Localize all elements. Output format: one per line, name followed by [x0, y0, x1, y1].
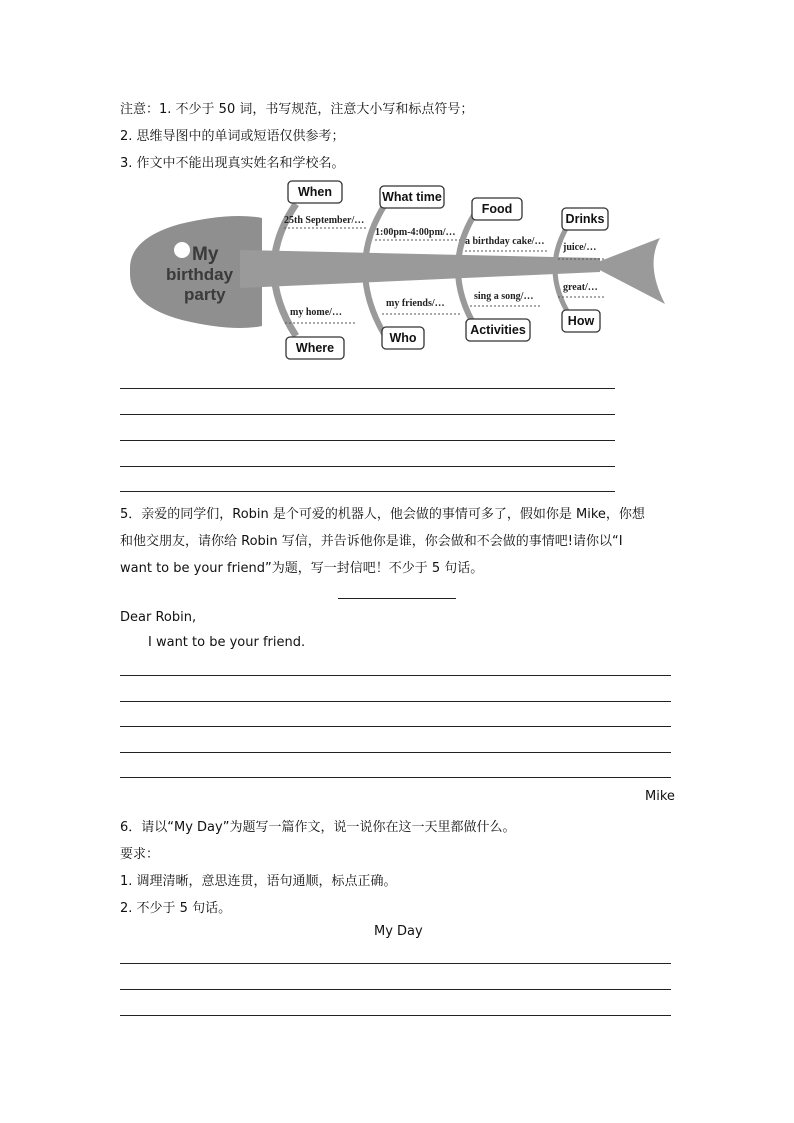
box-when-label: When	[297, 185, 333, 199]
q4-note-1: 注意：1. 不少于 50 词，书写规范，注意大小写和标点符号；	[120, 102, 474, 117]
writing-line	[120, 777, 671, 778]
writing-line	[120, 1015, 671, 1016]
note-food: a birthday cake/…	[465, 236, 545, 247]
note-place: my home/…	[290, 307, 342, 318]
box-what-time-label: What time	[382, 190, 442, 204]
q6-requirement-2: 2. 不少于 5 句话。	[120, 901, 232, 916]
writing-line	[120, 675, 671, 676]
writing-line	[120, 388, 615, 389]
note-time: 1:00pm-4:00pm/…	[375, 227, 456, 238]
q6-essay-title: My Day	[374, 924, 423, 939]
box-activities-label: Activities	[470, 323, 526, 337]
fish-spine	[240, 250, 600, 288]
writing-line	[120, 701, 671, 702]
fish-eye	[174, 242, 190, 258]
fish-tail	[590, 238, 665, 304]
q6-prompt: 6．请以“My Day”为题写一篇作文，说一说你在这一天里都做什么。	[120, 820, 516, 835]
letter-salutation: Dear Robin,	[120, 610, 197, 625]
letter-opening: I want to be your friend.	[148, 635, 306, 650]
writing-line	[120, 752, 671, 753]
fishbone-mindmap	[120, 176, 670, 366]
q6-requirement-1: 1. 调理清晰，意思连贯，语句通顺，标点正确。	[120, 874, 397, 889]
box-who-label: Who	[389, 331, 417, 345]
box-where-label: Where	[295, 341, 335, 355]
note-date: 25th September/…	[284, 215, 365, 226]
writing-line	[120, 414, 615, 415]
q4-note-2: 2. 思维导图中的单词或短语仅供参考；	[120, 129, 345, 144]
letter-signature: Mike	[645, 789, 675, 804]
note-how: great/…	[563, 282, 598, 293]
q4-note-3: 3. 作文中不能出现真实姓名和学校名。	[120, 156, 345, 171]
mindmap-title-line-3: party	[184, 285, 226, 304]
note-drinks: juice/…	[563, 242, 597, 253]
box-how-label: How	[567, 314, 595, 328]
writing-line	[120, 440, 615, 441]
q5-prompt-line-2: 和他交朋友，请你给 Robin 写信，并告诉他你是谁，你会做和不会做的事情吧!请你以“I	[120, 534, 623, 549]
q5-prompt-line-1: 5．亲爱的同学们，Robin 是个可爱的机器人，他会做的事情可多了，假如你是 Mike，你想	[120, 507, 645, 522]
mindmap-title-line-1: My	[192, 244, 219, 265]
writing-line	[120, 989, 671, 990]
q5-prompt-line-3: want to be your friend”为题，写一封信吧！不少于 5 句话。	[120, 561, 484, 576]
note-activities: sing a song/…	[474, 291, 534, 302]
letter-title-blank	[338, 598, 456, 599]
box-drinks-label: Drinks	[565, 212, 605, 226]
writing-line	[120, 726, 671, 727]
writing-line	[120, 491, 615, 492]
writing-line	[120, 963, 671, 964]
mindmap-title-line-2: birthday	[166, 265, 234, 284]
note-who: my friends/…	[386, 298, 445, 309]
box-food-label: Food	[481, 202, 513, 216]
writing-line	[120, 466, 615, 467]
q6-requirements-label: 要求：	[120, 847, 160, 862]
